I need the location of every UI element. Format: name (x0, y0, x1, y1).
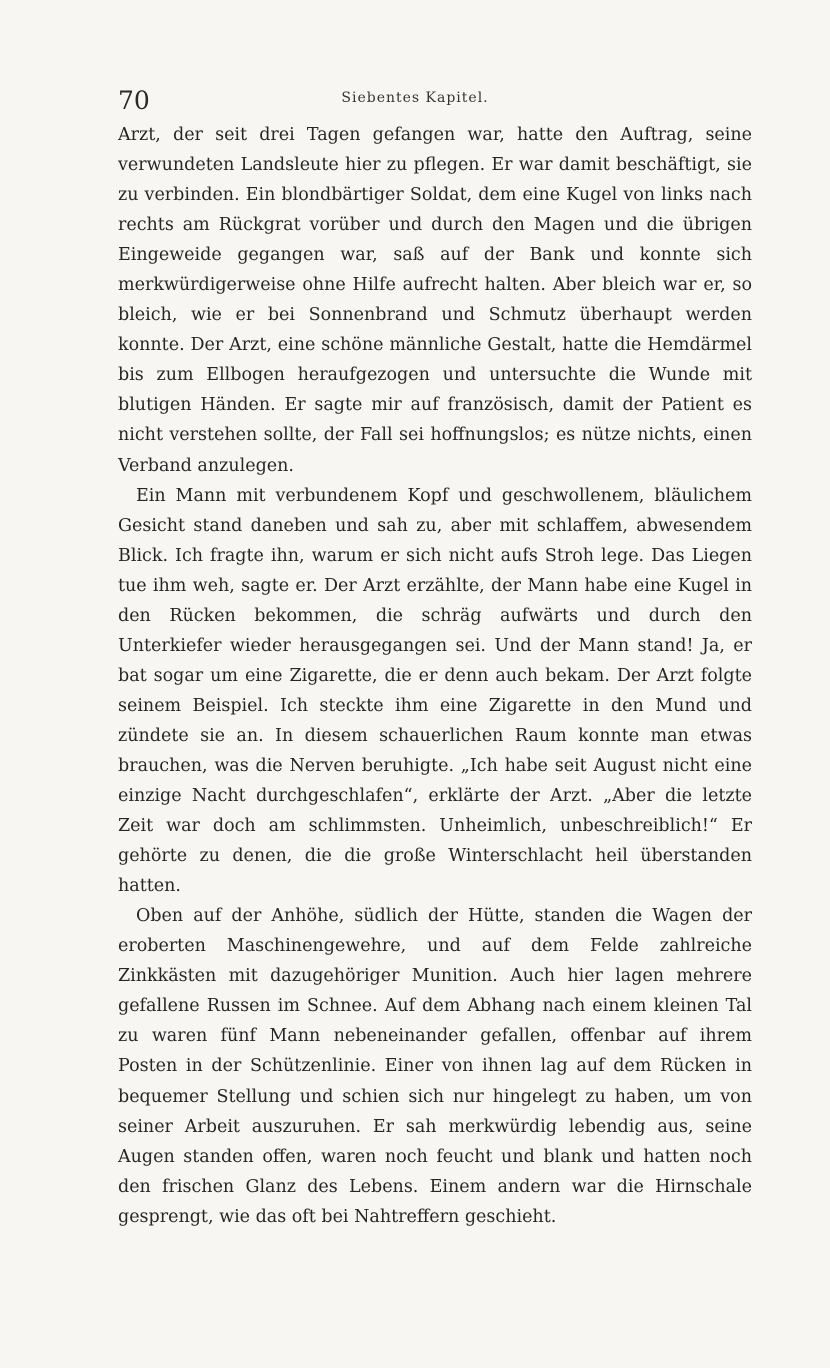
page-number: 70 (118, 86, 150, 115)
body-text (118, 120, 752, 1232)
paragraph: Oben auf der Anhöhe, südlich der Hütte, standen die Wagen der eroberten Maschinengewehre, und auf dem Felde zahlreiche Zinkkästen mit dazugehöriger Munition. Auch hier lagen mehrere gefallene Russen im Schnee. Auf dem Abhang nach einem kleinen Tal zu waren fünf Mann nebeneinander gefallen, offenbar auf ihrem Posten in der Schützenlinie. Einer von ihnen lag auf dem Rücken in bequemer Stellung und schien sich nur hingelegt zu haben, um von seiner Arbeit auszuruhen. Er sah merkwürdig lebendig aus, seine Augen standen offen, waren noch feucht und blank und hatten noch den frischen Glanz des Lebens. Einem andern war die Hirnschale gesprengt, wie das oft bei Nahtreffern geschieht. (118, 906, 752, 1227)
paragraph: Ein Mann mit verbundenem Kopf und geschwollenem, bläulichem Gesicht stand daneben und sah zu, aber mit schlaffem, abwesendem Blick. Ich fragte ihn, warum er sich nicht aufs Stroh lege. Das Liegen tue ihm weh, sagte er. Der Arzt erzählte, der Mann habe eine Kugel in den Rücken bekommen, die schräg aufwärts und durch den Unterkiefer wieder herausgegangen sei. Und der Mann stand! Ja, er bat sogar um eine Zigarette, die er denn auch bekam. Der Arzt folgte seinem Beispiel. Ich steckte ihm eine Zigarette in den Mund und zündete sie an. In diesem schauerlichen Raum konnte man etwas brauchen, was die Nerven beruhigte. „Ich habe seit August nicht eine einzige Nacht durchgeschlafen“, erklärte der Arzt. „Aber die letzte Zeit war doch am schlimmsten. Unheimlich, unbeschreiblich!“ Er gehörte zu denen, die die große Winterschlacht heil überstanden hatten. (118, 485, 752, 897)
running-head: Siebentes Kapitel. (341, 90, 489, 106)
paragraph: Arzt, der seit drei Tagen gefangen war, hatte den Auftrag, seine verwundeten Landsleute hier zu pflegen. Er war damit beschäftigt, sie zu verbinden. Ein blondbärtiger Soldat, dem eine Kugel von links nach rechts am Rückgrat vorüber und durch den Magen und die übrigen Eingeweide gegangen war, saß auf der Bank und konnte sich merkwürdigerweise ohne Hilfe aufrecht halten. Aber bleich war er, so bleich, wie er bei Sonnenbrand und Schmutz überhaupt werden konnte. Der Arzt, eine schöne männliche Gestalt, hatte die Hemdärmel bis zum Ellbogen heraufgezogen und untersuchte die Wunde mit blutigen Händen. Er sagte mir auf französisch, damit der Patient es nicht verstehen sollte, der Fall sei hoffnungslos; es nütze nichts, einen Verband anzulegen. (118, 125, 752, 476)
